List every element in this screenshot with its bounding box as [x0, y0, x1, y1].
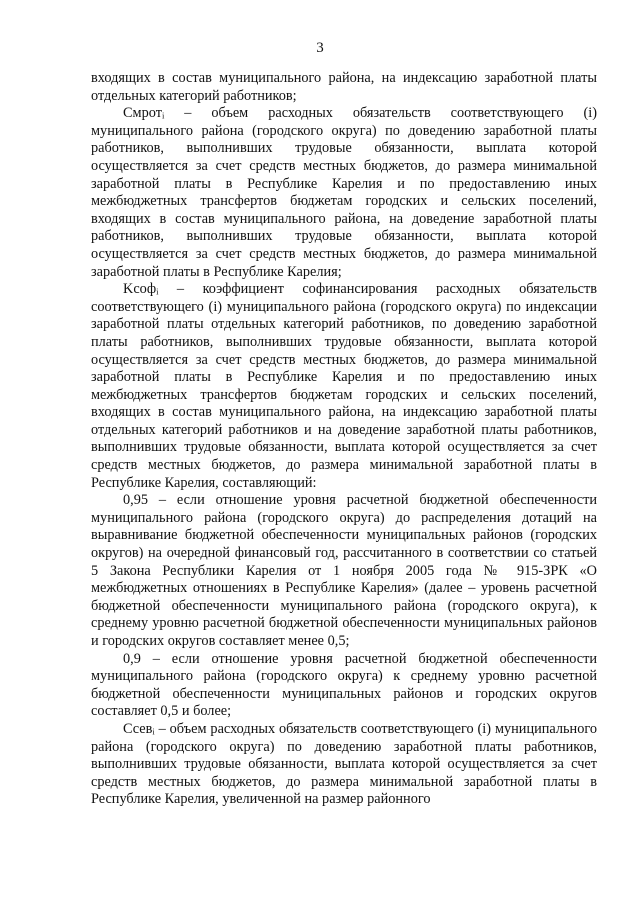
document-body	[91, 70, 597, 809]
paragraph-ssev-definition: Ссевᵢ – объем расходных обязательств соответствующего (i) муниципального района (городского округа) по доведению заработной платы работников, выполнивших трудовые обязанности, выплата которой осуществляется за счет средств местных бюджетов, до размера минимальной заработной платы в Республике Карелия, увеличенной на размер районного	[91, 720, 597, 808]
page-number: 3	[316, 40, 324, 56]
paragraph-coefficient-09: 0,9 – если отношение уровня расчетной бюджетной обеспеченности муниципального района (городского округа) к среднему уровню расчетной бюджетной обеспеченности муниципальных районов и городских округов составляет 0,5 и более;	[91, 650, 597, 720]
paragraph-continuation: входящих в состав муниципального района, на индексацию заработной платы отдельных категорий работников;	[91, 70, 597, 104]
paragraph-smrot-definition: Смротᵢ – объем расходных обязательств соответствующего (i) муниципального района (городского округа) по доведению заработной платы работников, выполнивших трудовые обязанности, выплата которой осуществляется за счет средств местных бюджетов, до размера минимальной заработной платы в Республике Карелия и по предоставлению иных межбюджетных трансфертов бюджетам городских и сельских поселений, входящих в состав муниципального района, на доведение заработной платы работников, выполнивших трудовые обязанности, выплата которой осуществляется за счет средств местных бюджетов, до размера минимальной заработной платы в Республике Карелия;	[91, 105, 597, 280]
paragraph-ksof-definition: Kсофᵢ – коэффициент софинансирования расходных обязательств соответствующего (i) муниципального района (городского округа) по индексации заработной платы отдельных категорий работников, по доведению заработной платы работников, выполнивших трудовые обязанности, выплата которой осуществляется за счет средств местных бюджетов, до размера минимальной заработной платы в Республике Карелия и по предоставлению иных межбюджетных трансфертов бюджетам городских и сельских поселений, входящих в состав муниципального района, на индексацию заработной платы отдельных категорий работников и на доведение заработной платы работников, выполнивших трудовые обязанности, выплата которой осуществляется за счет средств местных бюджетов, до размера минимальной заработной платы в Республике Карелия, составляющий:	[91, 281, 597, 491]
paragraph-coefficient-095: 0,95 – если отношение уровня расчетной бюджетной обеспеченности муниципального района (городского округа) до распределения дотаций на выравнивание бюджетной обеспеченности муниципальных районов (городских округов) на очередной финансовый год, рассчитанного в соответствии со статьей 5 Закона Республики Карелия от 1 ноября 2005 года № 915-ЗРК «О межбюджетных отношениях в Республике Карелия» (далее – уровень расчетной бюджетной обеспеченности муниципального района (городского округа), к среднему уровню расчетной бюджетной обеспеченности муниципальных районов и городских округов составляет менее 0,5;	[91, 492, 597, 649]
